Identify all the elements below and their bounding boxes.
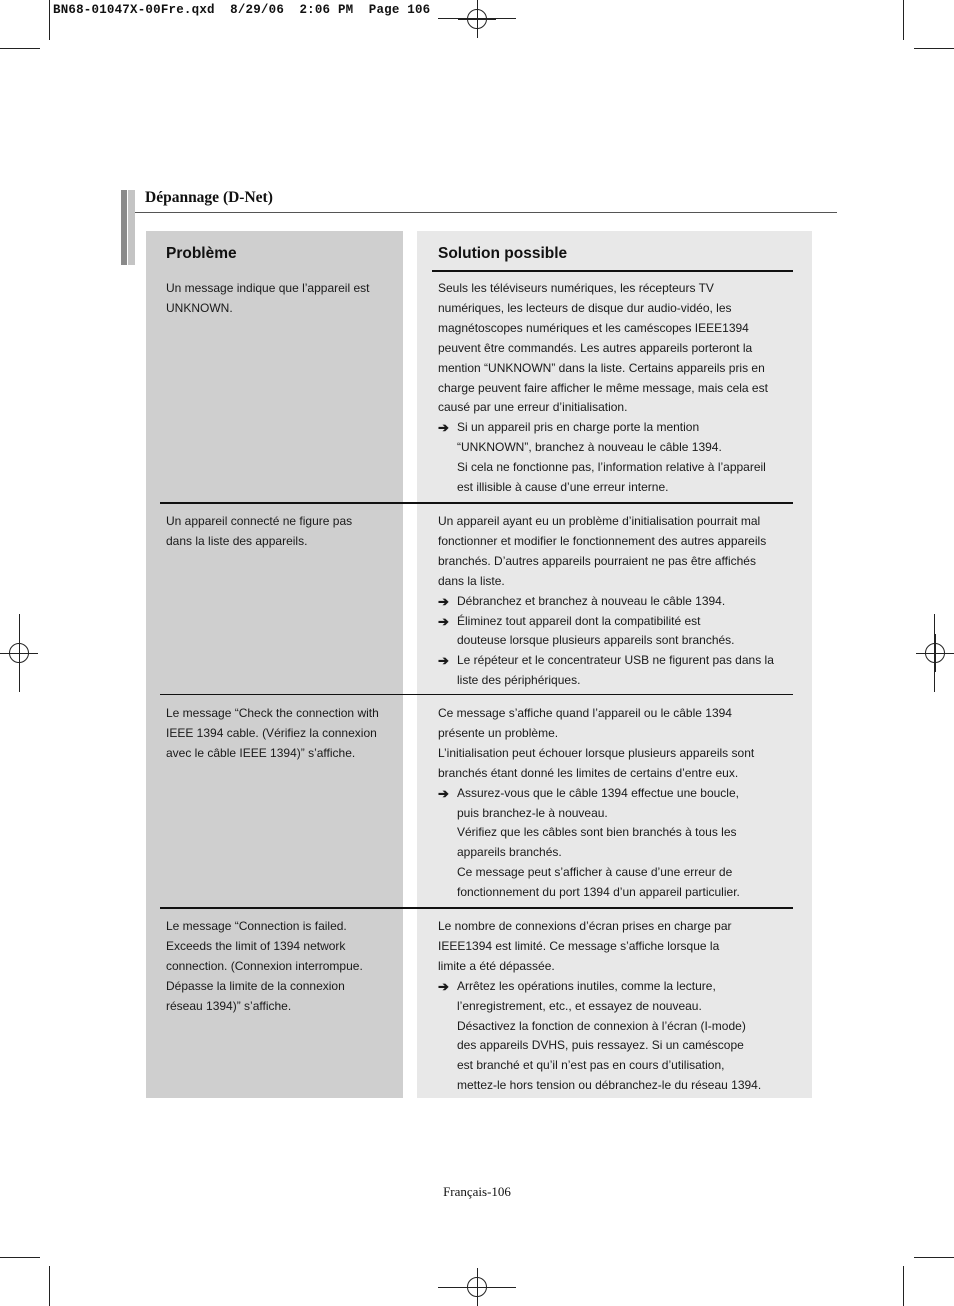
crop-mark [19,614,20,692]
header-rule [135,212,837,213]
registration-mark-bottom-icon [458,1268,496,1306]
tip: ➔ Si un appareil pris en charge porte la mention [438,418,803,438]
crop-mark [914,1257,954,1258]
tip: ➔ Le répéteur et le concentrateur USB ne figurent pas dans la [438,651,803,671]
arrow-icon: ➔ [438,593,449,609]
row-divider [160,694,793,695]
header-accent-bar [128,190,135,265]
header-accent-bar [121,190,127,265]
row-divider [160,907,793,909]
registration-mark-top-icon [458,0,496,38]
crop-mark [49,1266,50,1306]
problem-header: Problème [166,245,237,262]
arrow-icon: ➔ [438,653,449,669]
solution-cell-2: Un appareil ayant eu un problème d’initialisation pourrait mal fonctionner et modifier le fonctionnement des autres appareils branchés. D’autres appareils pourraient ne pas être affichés dans la liste. ➔ Débranchez et branchez à nouveau le câble 1394. ➔ Éliminez tout appareil dont la compatibilité est douteuse lorsque plusieurs appareils sont branchés. ➔ Le répéteur et le concentrateur USB ne figurent pas dans la liste des périphériques. [438,512,803,691]
tip: ➔ Éliminez tout appareil dont la compatibilité est [438,612,803,632]
solution-cell-3: Ce message s’affiche quand l’appareil ou le câble 1394 présente un problème. L’initialisation peut échouer lorsque plusieurs appareils sont branchés étant donné les limites de certains d’entre eux. ➔ Assurez-vous que le câble 1394 effectue une boucle, puis branchez-le à nouveau. Vérifiez que les câbles sont bien branchés à tous les appareils branchés. Ce message peut s’afficher à cause d’une erreur de fonctionnement du port 1394 d’un appareil particulier. [438,704,803,903]
section-title: Dépannage (D-Net) [145,189,273,206]
tip: ➔ Assurez-vous que le câble 1394 effectue une boucle, [438,784,803,804]
crop-mark [0,48,40,49]
crop-mark [903,1266,904,1306]
crop-mark [934,614,935,692]
tip: ➔ Arrêtez les opérations inutiles, comme la lecture, [438,977,803,997]
arrow-icon: ➔ [438,978,449,994]
solution-cell-4: Le nombre de connexions d’écran prises en charge par IEEE1394 est limité. Ce message s’affiche lorsque la limite a été dépassée. ➔ Arrêtez les opérations inutiles, comme la lecture, l’enregistrement, etc., et essayez de nouveau. Désactivez la fonction de connexion à l’écran (I-mode) des appareils DVHS, puis ressayez. Si un caméscope est branché et qu’il n’est pas en cours d’utilisation, mettez-le hors tension ou débranchez-le du réseau 1394. [438,917,803,1096]
crop-mark [49,0,50,40]
page-number: Français-106 [443,1184,511,1199]
problem-cell-4: Le message “Connection is failed. Exceeds the limit of 1394 network connection. (Connexion interrompue. Dépasse la limite de la connexion réseau 1394)” s’affiche. [166,919,363,1013]
problem-cell-1: Un message indique que l’appareil est UNKNOWN. [166,281,370,315]
solution-header: Solution possible [438,245,568,262]
arrow-icon: ➔ [438,785,449,801]
print-slug: BN68-01047X-00Fre.qxd 8/29/06 2:06 PM Page 106 [53,3,431,17]
row-divider [160,502,793,504]
problem-cell-2: Un appareil connecté ne figure pas dans la liste des appareils. [166,514,353,548]
crop-mark [0,1257,40,1258]
problem-cell-3: Le message “Check the connection with IEEE 1394 cable. (Vérifiez la connexion avec le câble IEEE 1394)” s’affiche. [166,706,379,760]
arrow-icon: ➔ [438,613,449,629]
solution-cell-1: Seuls les téléviseurs numériques, les récepteurs TV numériques, les lecteurs de disque dur audio-vidéo, les magnétoscopes numériques et les caméscopes IEEE1394 peuvent être commandés. Les autres appareils porteront la mention “UNKNOWN” dans la liste. Certains appareils pris en charge peuvent faire afficher le même message, mais cela est causé par une erreur d’initialisation. ➔ Si un appareil pris en charge porte la mention “UNKNOWN”, branchez à nouveau le câble 1394. Si cela ne fonctionne pas, l’information relative à l’appareil est illisible à cause d’une erreur interne. [438,279,803,498]
tip: ➔ Débranchez et branchez à nouveau le câble 1394. [438,592,803,612]
registration-mark-right-icon [916,634,954,672]
crop-mark [914,48,954,49]
header-rule [432,270,793,272]
crop-mark [903,0,904,40]
arrow-icon: ➔ [438,420,449,436]
